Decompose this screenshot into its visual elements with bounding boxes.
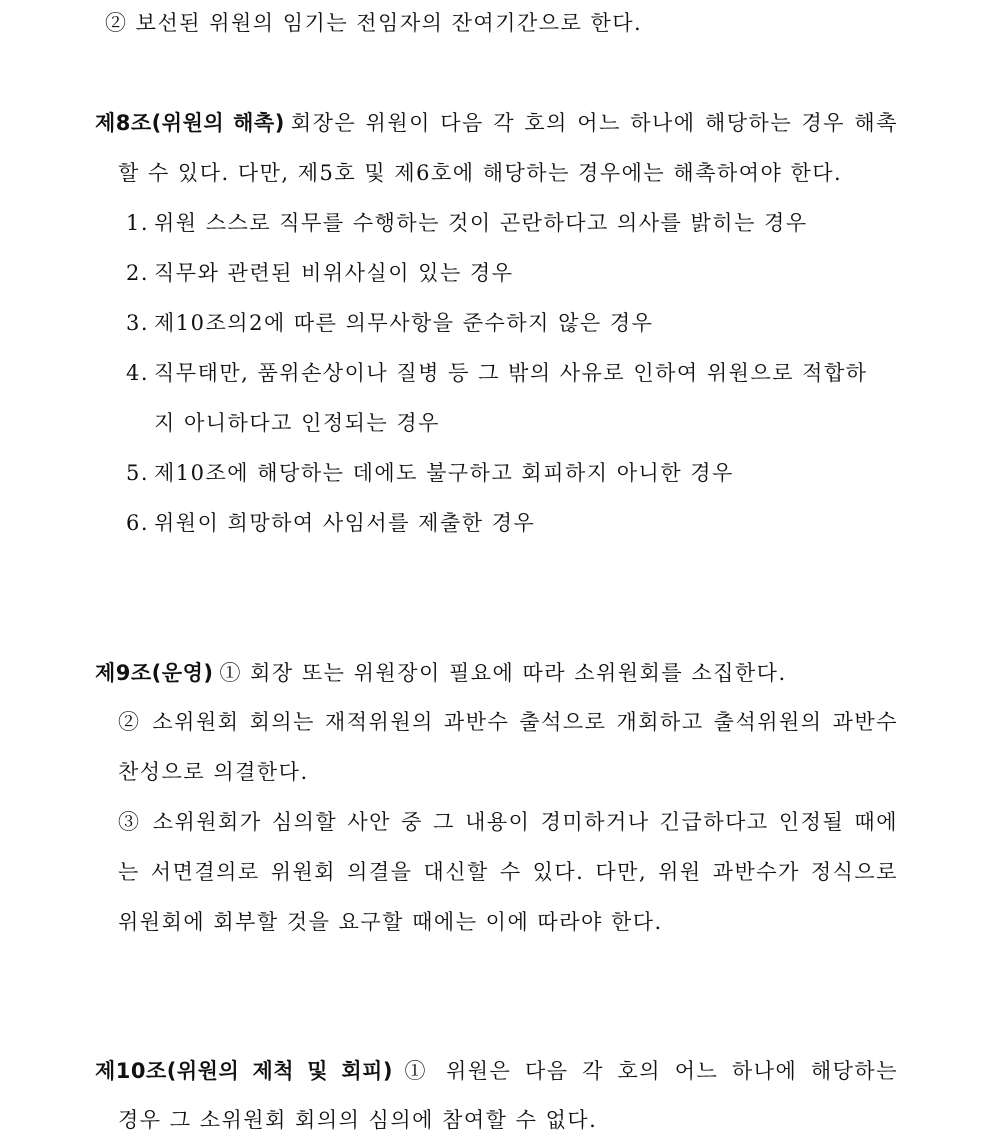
article-10-line-2: 경우 그 소위원회 회의의 심의에 참여할 수 없다. bbox=[118, 1108, 598, 1132]
list-item bbox=[126, 258, 514, 288]
article-9-paragraph-3-line-3: 위원회에 회부할 것을 요구할 때에는 이에 따라야 한다. bbox=[118, 910, 663, 934]
list-item-text: 위원 스스로 직무를 수행하는 것이 곤란하다고 의사를 밝히는 경우 bbox=[154, 211, 808, 235]
list-item bbox=[126, 308, 653, 338]
article-9-first-line bbox=[95, 658, 787, 688]
list-item-continuation: 지 아니하다고 인정되는 경우 bbox=[154, 411, 440, 435]
list-item-number: 1. bbox=[126, 211, 150, 235]
list-item-number: 2. bbox=[126, 261, 150, 285]
list-item bbox=[126, 508, 535, 538]
article-8-first-line bbox=[95, 108, 898, 138]
article-8-text: 회장은 위원이 다음 각 호의 어느 하나에 해당하는 경우 해촉 bbox=[290, 111, 898, 135]
article-9-paragraph-3-line-2: 는 서면결의로 위원회 의결을 대신할 수 있다. 다만, 위원 과반수가 정식으로 bbox=[118, 860, 898, 884]
list-item-text: 제10조의2에 따른 의무사항을 준수하지 않은 경우 bbox=[154, 311, 654, 335]
list-item-number: 3. bbox=[126, 311, 150, 335]
list-item bbox=[126, 458, 734, 488]
article-10-first-line bbox=[95, 1056, 898, 1086]
list-item-text: 직무와 관련된 비위사실이 있는 경우 bbox=[154, 261, 514, 285]
list-item-number: 5. bbox=[126, 461, 150, 485]
list-item-number: 6. bbox=[126, 511, 150, 535]
article-9-paragraph-3-line-1: ③ 소위원회가 심의할 사안 중 그 내용이 경미하거나 긴급하다고 인정될 때에 bbox=[118, 810, 898, 834]
article-8-heading: 제8조(위원의 해촉) bbox=[95, 111, 285, 135]
list-item bbox=[126, 358, 868, 388]
paragraph-line: ② 보선된 위원의 임기는 전임자의 잔여기간으로 한다. bbox=[105, 11, 643, 35]
list-item-text: 위원이 희망하여 사임서를 제출한 경우 bbox=[154, 511, 536, 535]
article-10-heading: 제10조(위원의 제척 및 회피) bbox=[95, 1059, 394, 1083]
article-9-paragraph-2-line-2: 찬성으로 의결한다. bbox=[118, 760, 309, 784]
article-9-heading: 제9조(운영) bbox=[95, 661, 214, 685]
list-item-number: 4. bbox=[126, 361, 150, 385]
list-item-text: 제10조에 해당하는 데에도 불구하고 회피하지 아니한 경우 bbox=[154, 461, 734, 485]
article-8-line-2: 할 수 있다. 다만, 제5호 및 제6호에 해당하는 경우에는 해촉하여야 한다. bbox=[118, 161, 843, 185]
article-10-text: ① 위원은 다음 각 호의 어느 하나에 해당하는 bbox=[399, 1059, 898, 1083]
list-item-text: 직무태만, 품위손상이나 질병 등 그 밖의 사유로 인하여 위원으로 적합하 bbox=[154, 361, 868, 385]
article-9-text: ① 회장 또는 위원장이 필요에 따라 소위원회를 소집한다. bbox=[219, 661, 787, 685]
list-item bbox=[126, 208, 808, 238]
article-9-paragraph-2-line-1: ② 소위원회 회의는 재적위원의 과반수 출석으로 개회하고 출석위원의 과반수 bbox=[118, 710, 898, 734]
